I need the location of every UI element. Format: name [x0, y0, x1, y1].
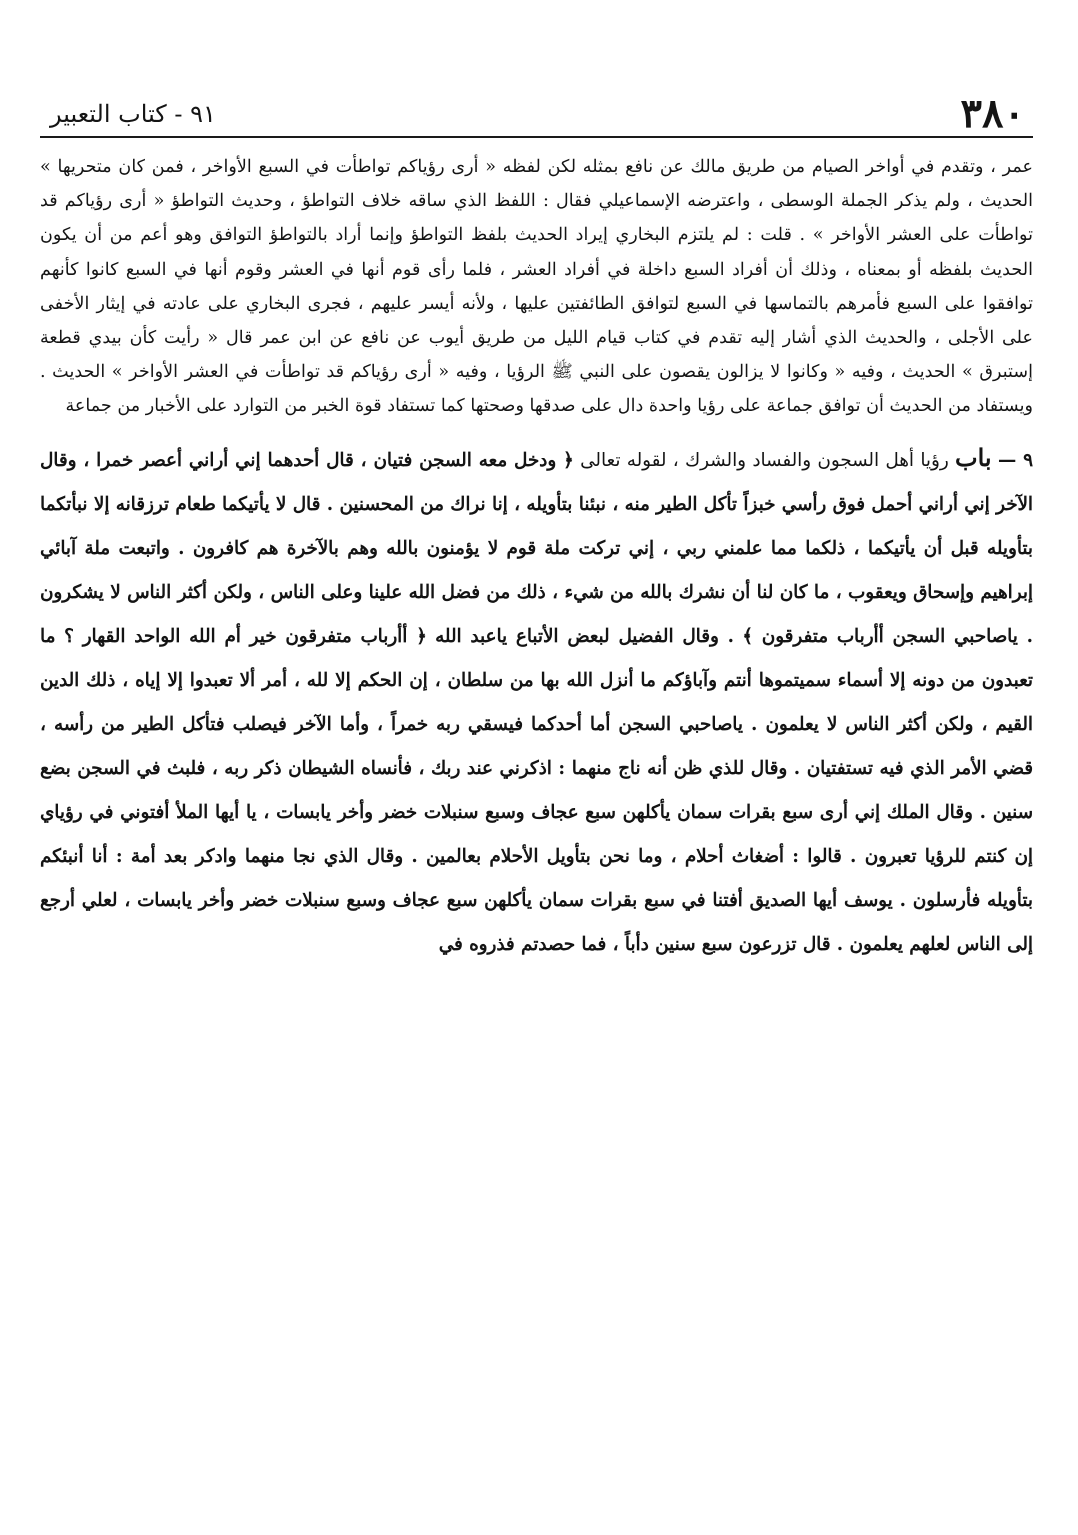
chapter-label: باب: [955, 442, 992, 472]
running-head: ٩١ - كتاب التعبير: [50, 100, 216, 128]
page-body: [40, 150, 1033, 967]
chapter-number: ٩ —: [997, 449, 1033, 471]
quran-quote-1: ﴿ ودخل معه السجن فتيان ، قال أحدهما إني أراني أعصر خمرا ، وقال الآخر إني أراني أحمل فوق رأسي خبزاً تأكل الطير منه ، نبئنا بتأويله ، إنا نراك من المحسنين . قال لا يأتيكما طعام ترزقانه إلا نبأتكما بتأويله قبل أن يأتيكما ، ذلكما مما علمني ربي ، إني تركت ملة قوم لا يؤمنون بالله وهم بالآخرة هم كافرون . واتبعت ملة آبائي إبراهيم وإسحاق ويعقوب ، ما كان لنا أن نشرك بالله من شيء ، ذلك من فضل الله علينا وعلى الناس ، ولكن أكثر الناس لا يشكرون . ياصاحبي السجن أأرباب متفرقون ﴾: [40, 449, 1033, 647]
page-header: [40, 88, 1033, 138]
page-number: ٣٨٠: [960, 90, 1025, 137]
quran-quote-2: ﴿ أأرباب متفرقون خير أم الله الواحد القهار ؟ ما تعبدون من دونه إلا أسماء سميتموها أنتم وآباؤكم ما أنزل الله بها من سلطان ، إن الحكم إلا لله ، أمر ألا تعبدوا إلا إياه ، ذلك الدين القيم ، ولكن أكثر الناس لا يعلمون . ياصاحبي السجن أما أحدكما فيسقي ربه خمراً ، وأما الآخر فيصلب فتأكل الطير من رأسه ، قضي الأمر الذي فيه تستفتيان . وقال للذي ظن أنه ناج منهما : اذكرني عند ربك ، فأنساه الشيطان ذكر ربه ، فلبث في السجن بضع سنين . وقال الملك إني أرى سبع بقرات سمان يأكلهن سبع عجاف وسبع سنبلات خضر وأخر يابسات ، يا أيها الملأ أفتوني في رؤياي إن كنتم للرؤيا تعبرون . قالوا : أضغاث أحلام ، وما نحن بتأويل الأحلام بعالمين . وقال الذي نجا منهما وادكر بعد أمة : أنا أنبئكم بتأويله فأرسلون . يوسف أيها الصديق أفتنا في سبع بقرات سمان يأكلهن سبع عجاف وسبع سنبلات خضر وأخر يابسات ، لعلي أرجع إلى الناس لعلهم يعلمون . قال تزرعون سبع سنين دأباً ، فما حصدتم فذروه في: [40, 625, 1033, 955]
chapter-paragraph: [40, 436, 1033, 967]
interjection-text: . وقال الفضيل لبعض الأتباع ياعبد الله: [435, 625, 734, 647]
commentary-paragraph: عمر ، وتقدم في أواخر الصيام من طريق مالك عن نافع بمثله لكن لفظه « أرى رؤياكم تواطأت في السبع الأواخر ، فمن كان متحريها » الحديث ، ولم يذكر الجملة الوسطى ، واعترضه الإسماعيلي فقال : اللفظ الذي ساقه خلاف التواطؤ ، وحديث التواطؤ « أرى رؤياكم قد تواطأت على العشر الأواخر » . قلت : لم يلتزم البخاري إيراد الحديث بلفظ التواطؤ وإنما أراد بالتواطؤ التوافق وهو أعم من أن يكون الحديث بلفظه أو بمعناه ، وذلك أن أفراد السبع داخلة في أفراد العشر ، فلما رأى قوم أنها في العشر وقوم أنها في السبع كانوا كأنهم توافقوا على السبع فأمرهم بالتماسها في السبع لتوافق الطائفتين عليها ، ولأنه أيسر عليهم ، فجرى البخاري على عادته في إيثار الأخفى على الأجلى ، والحديث الذي أشار إليه تقدم في كتاب قيام الليل من طريق أيوب عن نافع عن ابن عمر قال « رأيت كأن بيدي قطعة إستبرق » الحديث ، وفيه « وكانوا لا يزالون يقصون على النبي ﷺ الرؤيا ، وفيه « أرى رؤياكم قد تواطأت في العشر الأواخر » الحديث . ويستفاد من الحديث أن توافق جماعة على رؤيا واحدة دال على صدقها وصحتها كما تستفاد قوة الخبر من التوارد على الأخبار من جماعة: [40, 157, 1033, 417]
chapter-intro: رؤيا أهل السجون والفساد والشرك ، لقوله تعالى: [580, 449, 949, 471]
